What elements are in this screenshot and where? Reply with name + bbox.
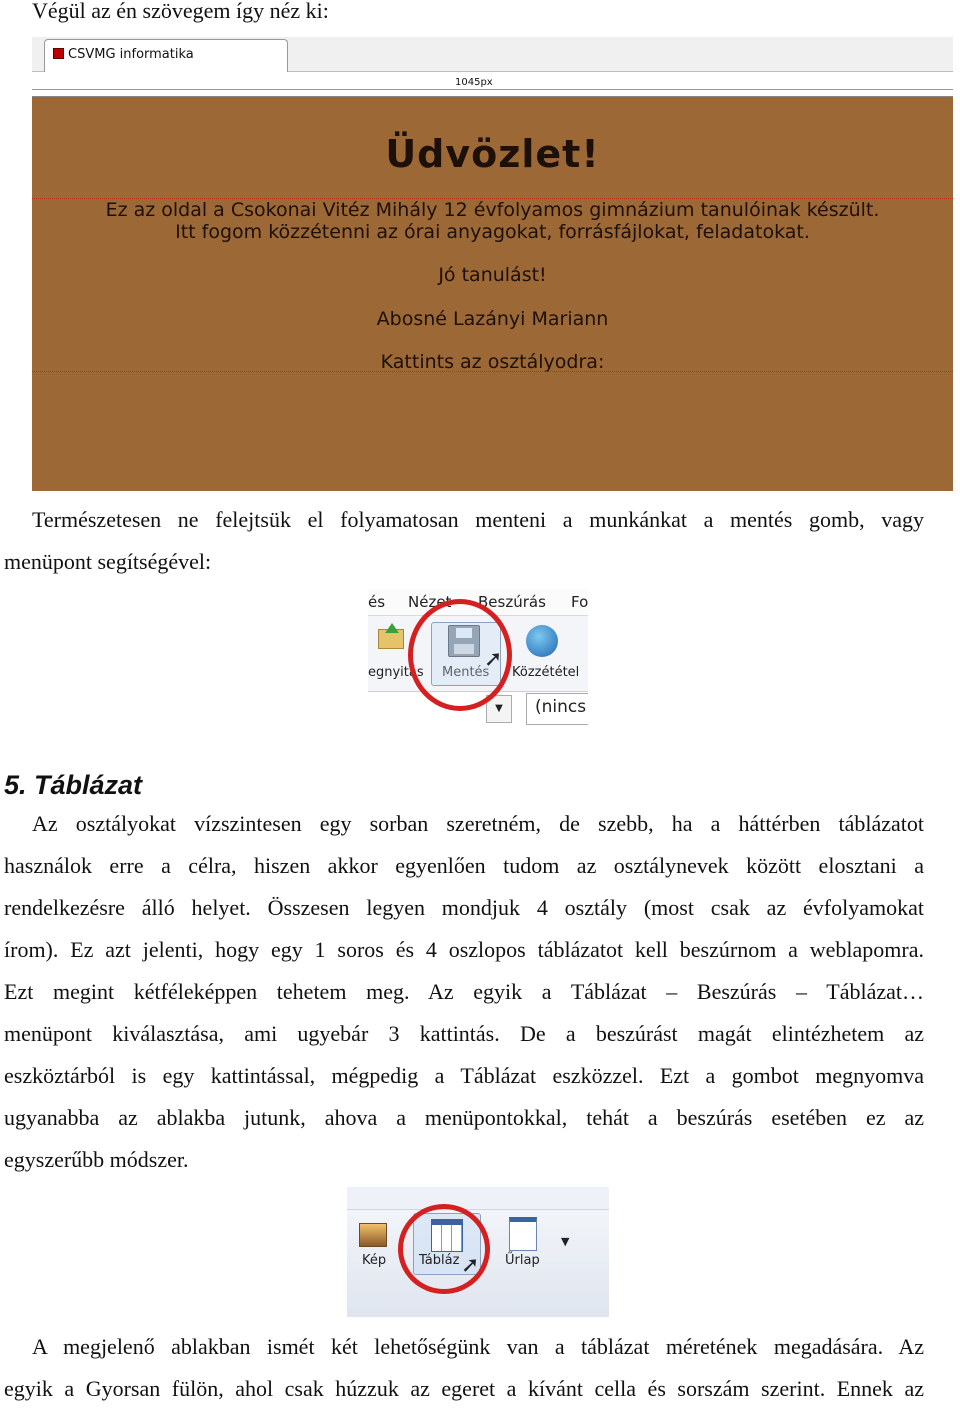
publish-globe-icon: [526, 625, 558, 657]
paragraph-2-line-1: Az osztályokat vízszintesen egy sorban szeretném, de szebb, ha a háttérben táblázatot: [32, 811, 924, 836]
ruler-line: [32, 89, 953, 90]
open-arrow-icon: [385, 623, 399, 633]
section-heading: 5. Táblázat: [4, 770, 143, 800]
combo-value: (nincs: [535, 697, 587, 717]
dropdown-arrow-icon[interactable]: ▼: [561, 1235, 570, 1248]
image-button-label: Kép: [362, 1253, 387, 1268]
paragraph-2-line-6: menüpont kiválasztása, ami ugyebár 3 kattintás. De a beszúrást magát elintézhetem az: [4, 1021, 924, 1046]
welcome-page: [32, 97, 953, 491]
welcome-line-1: Ez az oldal a Csokonai Vitéz Mihály 12 évfolyamos gimnázium tanulóinak készült.: [105, 199, 880, 221]
welcome-heading: Üdvözlet!: [385, 132, 600, 176]
publish-button-label: Közzététel: [512, 665, 580, 680]
welcome-line-2: Itt fogom közzétenni az órai anyagokat, forrásfájlokat, feladatokat.: [175, 221, 810, 243]
intro-text: Végül az én szövegem így néz ki:: [32, 0, 329, 23]
page-favicon-icon: [53, 48, 64, 59]
browser-tab: [44, 39, 288, 72]
menu-item-beszuras: Beszúrás: [478, 593, 546, 611]
paragraph-3-line-1: A megjelenő ablakban ismét két lehetőségünk van a táblázat méretének megadására. Az: [32, 1334, 924, 1359]
mouse-cursor-icon: ➚: [461, 1253, 480, 1278]
paragraph-3-line-2: egyik a Gyorsan fülön, ahol csak húzzuk az egeret a kívánt cella és sorszám szerint. Ennek az: [4, 1376, 924, 1401]
dotted-guide-bottom: [32, 371, 953, 372]
table-button-label: Tábláz: [419, 1253, 460, 1268]
menu-item-formatum: Fo: [571, 593, 588, 611]
menu-item-es: és: [368, 593, 386, 611]
form-button-label: Űrlap: [505, 1253, 540, 1268]
open-button-label: egnyitás: [368, 665, 424, 680]
combo-dropdown-button[interactable]: ▼: [486, 695, 512, 723]
paragraph-2-line-2: használok erre a célra, hiszen akkor egyenlően tudom az osztálynevek között elosztani a: [4, 853, 924, 878]
author-name: Abosné Lazányi Mariann: [376, 308, 609, 330]
paragraph-2-line-4: írom). Ez azt jelenti, hogy egy 1 soros és 4 oszlopos táblázatot kell beszúrnom a weblapomra.: [4, 937, 924, 962]
save-button-label: Mentés: [442, 665, 490, 680]
table-toolbar-screenshot: [347, 1187, 609, 1317]
class-prompt: Kattints az osztályodra:: [380, 351, 605, 373]
save-toolbar-screenshot: [368, 589, 588, 731]
paragraph-2-line-9: egyszerűbb módszer.: [4, 1147, 189, 1172]
paragraph-2-line-8: ugyanabba az ablakba jutunk, ahova a menüpontokkal, tehát a beszúrás esetében ez az: [4, 1105, 924, 1130]
welcome-line-3: Jó tanulást!: [438, 264, 547, 286]
image-icon: [359, 1223, 387, 1247]
width-ruler: [32, 72, 953, 97]
highlight-circle: [398, 1204, 490, 1294]
paragraph-2-line-7: eszköztárból is egy kattintással, mégpedig a Táblázat eszközzel. Ezt a gombot megnyomva: [4, 1063, 924, 1088]
menu-item-nezet: Nézet: [408, 593, 452, 611]
browser-screenshot: [32, 37, 953, 491]
tab-title: CSVMG informatika: [68, 47, 194, 62]
paragraph-1-line-2: menüpont segítségével:: [4, 549, 212, 574]
tab-bar: [32, 37, 953, 72]
mouse-cursor-icon: ➚: [484, 647, 503, 672]
form-icon: [509, 1217, 537, 1251]
toolbar-top-strip: [347, 1187, 609, 1210]
ruler-label: 1045px: [455, 77, 493, 88]
paragraph-2-line-5: Ezt megint kétféleképpen tehetem meg. Az egyik a Táblázat – Beszúrás – Táblázat…: [4, 979, 924, 1004]
paragraph-2-line-3: rendelkezésre álló helyet. Összesen legyen mondjuk 4 osztály (most csak az évfolyamokat: [4, 895, 924, 920]
paragraph-1-line-1: Természetesen ne felejtsük el folyamatosan menteni a munkánkat a mentés gomb, vagy: [32, 507, 924, 532]
